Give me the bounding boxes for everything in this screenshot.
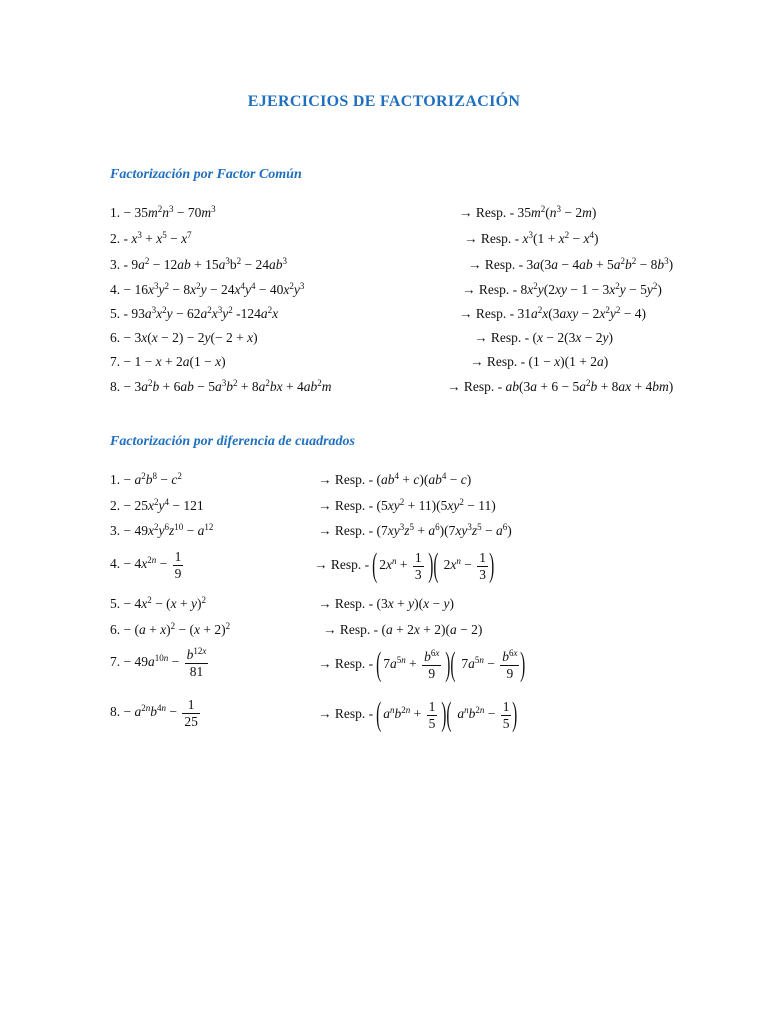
answer-2-6: → Resp. - (a + 2x + 2)(a − 2)	[323, 622, 483, 637]
answer-1-5: → Resp. - $31a^2x(3axy - 2x^2y^2 - 4)$	[459, 305, 646, 321]
section-title-factor-comun: Factorización por Factor Común	[110, 167, 302, 182]
exercise-2-2: 2. − $25x^2y^4 - 121$	[110, 497, 204, 513]
page-title: EJERCICIOS DE FACTORIZACIÓN	[247, 93, 521, 110]
answer-1-8: → Resp. - $ab(3a + 6 - 5a^2b + 8ax + 4bm)$	[447, 378, 674, 394]
exercise-1-2: 2. - $x^3 + x^5 - x^7$	[110, 230, 192, 246]
exercise-2-4: 4. − $4x^{2n}$ − $\frac{1}{9}$	[110, 549, 182, 581]
answer-2-7: → Resp. - ( $7a^{5n}$ + $\frac{b^{6x}}{9}$ )( $7a^{5n}$ − $\frac{b^{6x}}{9}$ )	[318, 646, 526, 683]
answer-2-3: → Resp. - $(7xy^3z^5 + a^6)(7xy^3z^5 - a^6)$	[318, 522, 512, 538]
exercise-2-5: 5. − $4x^2 - (x + y)^2$	[110, 595, 206, 611]
answer-1-7: → Resp. - (1 − x)(1 + 2a)	[470, 354, 609, 369]
answer-1-4: → Resp. - $8x^2y(2xy - 1 - 3x^2y - 5y^2)$	[462, 281, 662, 297]
answer-1-3: → Resp. - $3a(3a - 4ab + 5a^2b^2 - 8b^3)$	[468, 256, 674, 272]
exercise-2-7: 7. − $49a^{10n}$ − $\frac{b^{12x}}{81}$	[110, 646, 207, 679]
answer-1-1: → Resp. - $35m^2(n^3 - 2m)$	[459, 204, 597, 220]
exercise-2-1: 1. − $a^2b^8 - c^2$	[110, 471, 182, 487]
exercise-1-3: 3. - $9a^2 - 12ab + 15a^3b^2 - 24ab^3$	[110, 256, 287, 272]
exercise-1-8: 8. − $3a^2b + 6ab - 5a^3b^2 + 8a^2bx + 4ab^2m$	[110, 378, 332, 394]
exercise-2-8: 8. − $a^{2n}b^{4n}$ − $\frac{1}{25}$	[110, 697, 198, 729]
answer-2-4: → Resp. - ( $2x^n$ + $\frac{1}{3}$ )( $2x^n$ − $\frac{1}{3}$ )	[314, 547, 495, 584]
exercise-2-6: 6. − $(a + x)^2 - (x + 2)^2$	[110, 621, 231, 637]
section-title-diferencia-cuadrados: Factorización por diferencia de cuadrados	[110, 434, 355, 449]
answer-1-2: → Resp. - $x^3(1 + x^2 - x^4)$	[464, 230, 599, 246]
answer-2-1: → Resp. - $(ab^4 + c)(ab^4 - c)$	[318, 471, 472, 487]
exercise-1-6: 6. − 3x(x − 2) − 2y(− 2 + x)	[110, 330, 258, 345]
answer-2-2: → Resp. - $(5xy^2 + 11)(5xy^2 - 11)$	[318, 497, 496, 513]
answer-1-6: → Resp. - (x − 2(3x − 2y)	[474, 330, 613, 345]
answer-2-5: → Resp. - (3x + y)(x − y)	[318, 596, 454, 611]
exercise-1-5: 5. - $93a^3x^2y - 62a^2x^3y^2$ $-124a^2x$	[110, 305, 279, 321]
exercise-1-7: 7. − 1 − x + 2a(1 − x)	[110, 354, 226, 369]
exercise-2-3: 3. − $49x^2y^6z^{10} - a^{12}$	[110, 522, 214, 538]
exercise-1-1: 1. − $35m^2n^3 - 70m^3$	[110, 204, 216, 220]
answer-2-8: → Resp. - ( $a^nb^{2n}$ + $\frac{1}{5}$ )( $a^nb^{2n}$ − $\frac{1}{5}$ )	[318, 696, 518, 733]
exercise-1-4: 4. − $16x^3y^2 - 8x^2y - 24x^4y^4 - 40x^2y^3$	[110, 281, 305, 297]
